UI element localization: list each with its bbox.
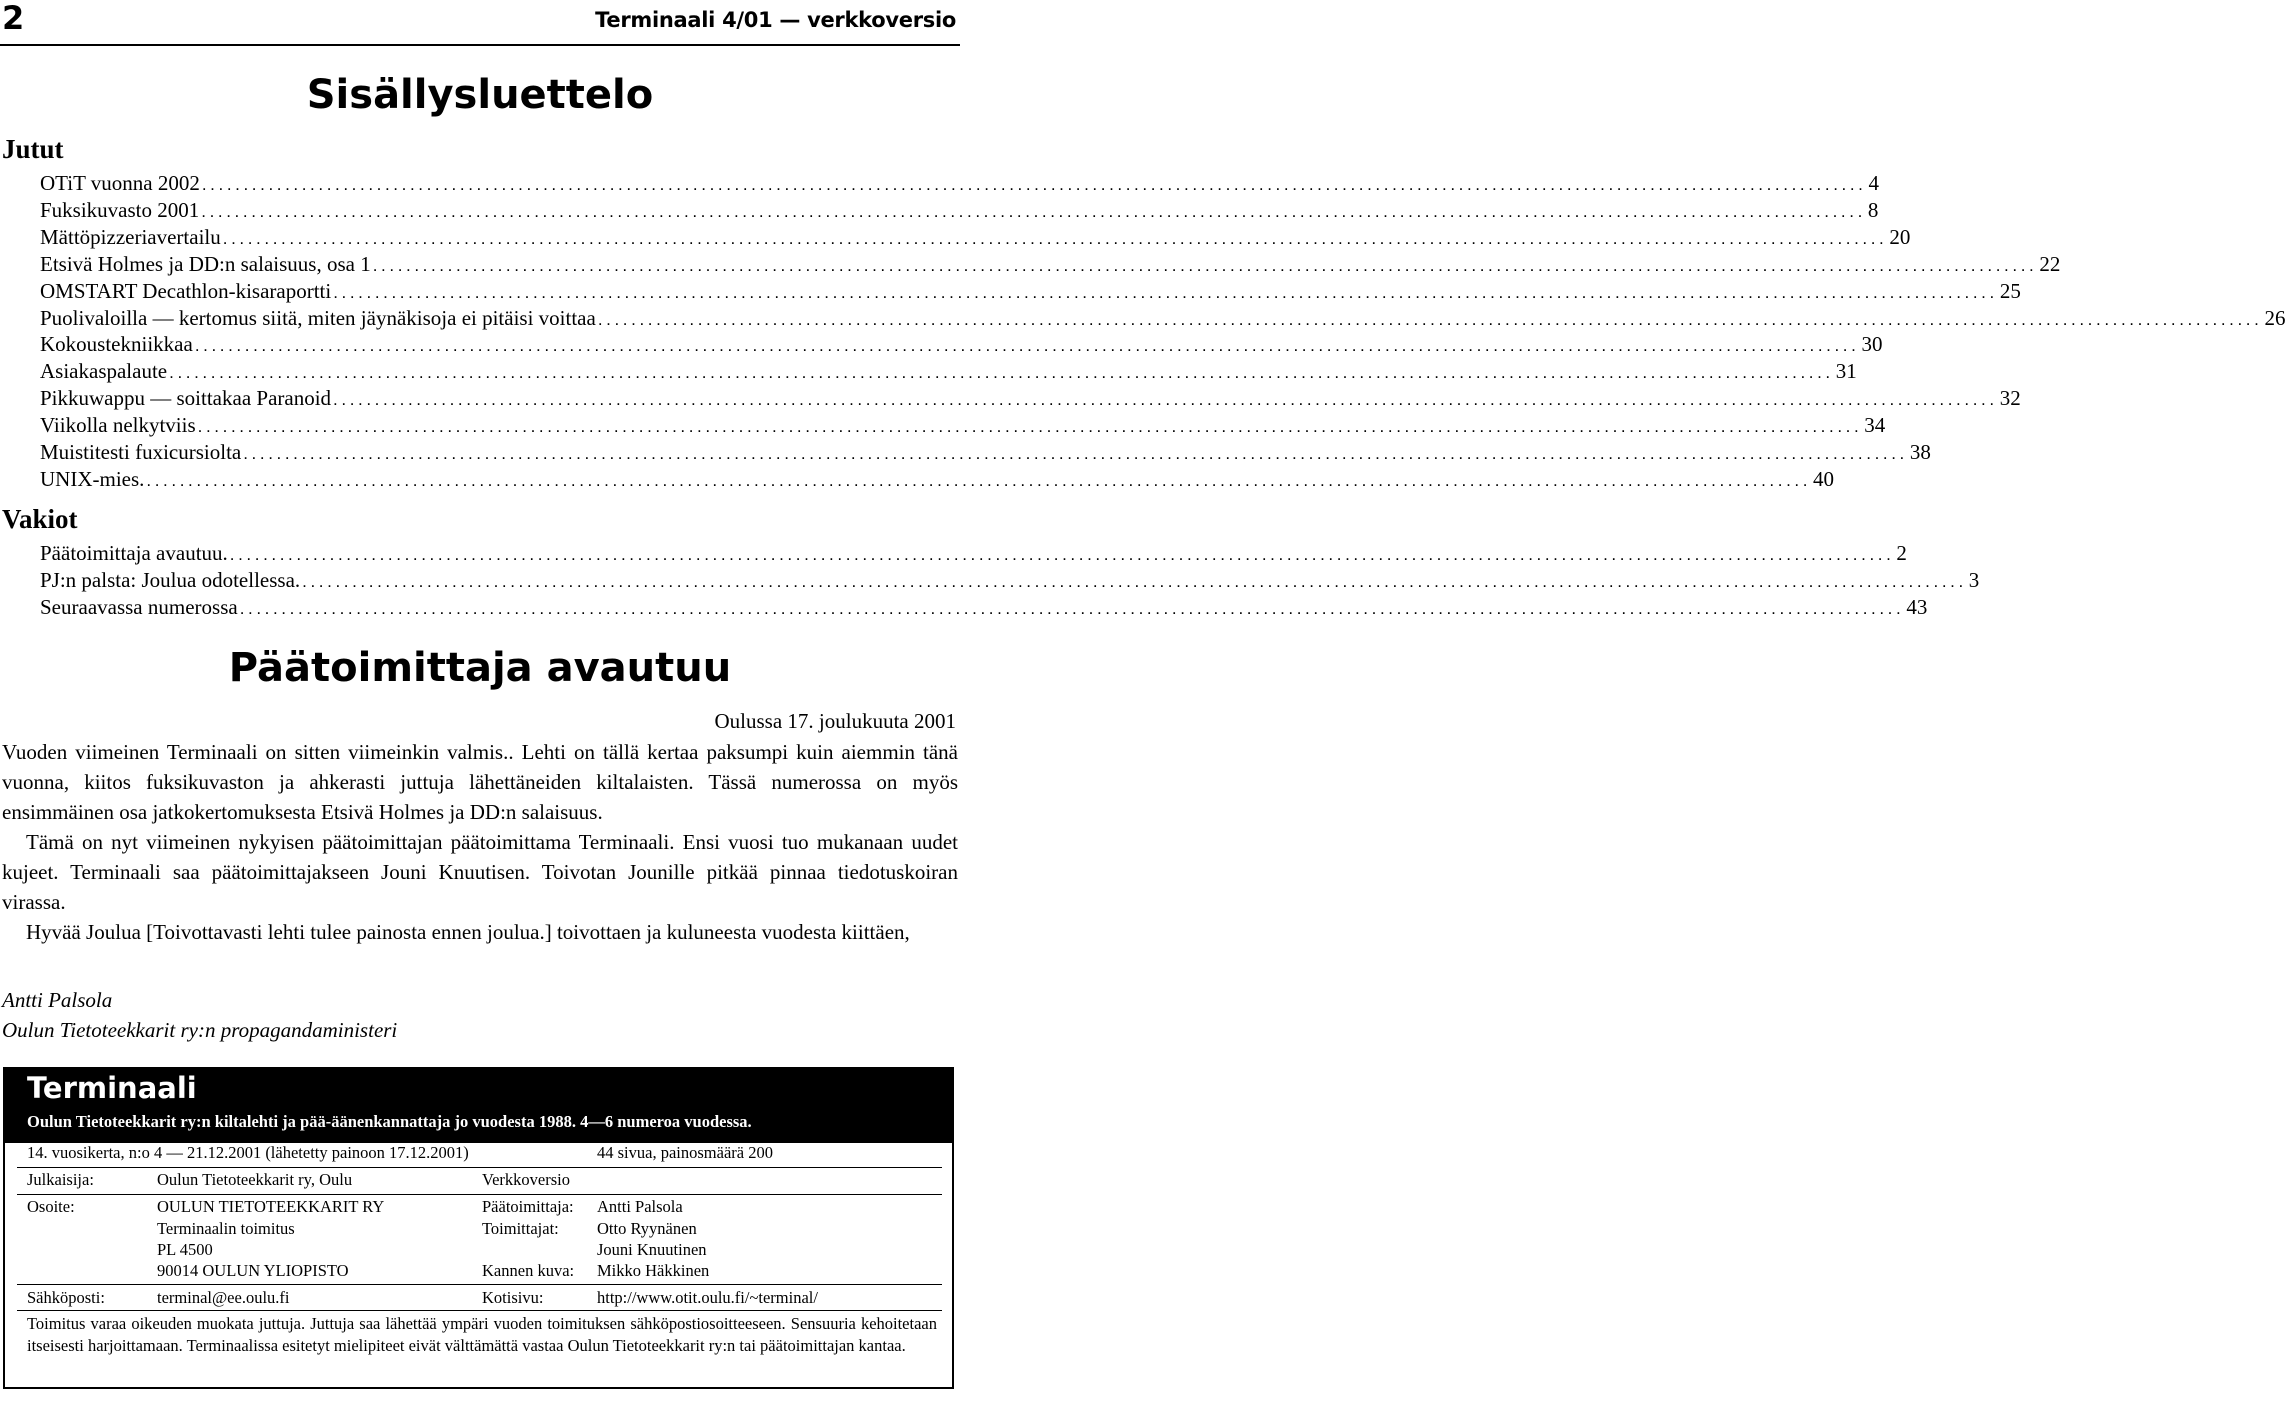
toc-entry <box>40 466 1835 493</box>
editorial-body <box>2 737 958 947</box>
editor-label: Päätoimittaja: <box>482 1197 574 1216</box>
toc-entry-title: Asiakaspalaute <box>40 359 168 384</box>
toc-entry <box>40 170 1879 197</box>
toc-entry-title: Mättöpizzeriavertailu <box>40 224 221 249</box>
toc-entry <box>40 439 1931 466</box>
toc-leader-dots: ........................................................................................................................................................................................................ <box>197 417 1863 437</box>
toc-entry-page: 22 <box>2039 251 2061 276</box>
toc-entry-page: 43 <box>1906 594 1928 619</box>
toc-leader-dots: ........................................................................................................................................................................................................ <box>239 598 1905 618</box>
publisher-label: Julkaisija: <box>27 1170 94 1189</box>
toc-entry-title: Muistitesti fuxicursiolta <box>40 440 242 464</box>
masthead-banner <box>5 1069 952 1143</box>
issue-info: 14. vuosikerta, n:o 4 — 21.12.2001 (lähetetty painoon 17.12.2001) <box>27 1143 469 1162</box>
masthead-footer: Toimitus varaa oikeuden muokata juttuja. Juttuja saa lähettää ympäri vuoden toimituksen sähköpostiosoitteeseen. Sensuuria kehoitetaan itseisesti harjoittamaan. Terminaalissa esitetyt mielipiteet eivät välttämättä vastaa Oulun Tietoteekkarit ry:n tai päätoimittajan kantaa. <box>27 1314 937 1355</box>
toc-entry <box>40 540 1907 567</box>
toc-entry-title: OMSTART Decathlon-kisaraportti <box>40 278 332 303</box>
editor-name: Antti Palsola <box>597 1197 683 1216</box>
address-line: OULUN TIETOTEEKKARIT RY <box>157 1197 385 1216</box>
publisher: Oulun Tietoteekkarit ry, Oulu <box>157 1170 353 1189</box>
toc-entry-page: 25 <box>1999 278 2021 303</box>
masthead-box <box>3 1067 954 1389</box>
editorial-title: Päätoimittaja avautuu <box>228 645 732 691</box>
editorial-paragraph: Tämä on nyt viimeinen nykyisen päätoimittajan päätoimittama Terminaali. Ensi vuosi tuo mukanaan uudet kujeet. Terminaali saa päätoimittajakseen Jouni Knuutisen. Toivotan Jounille pitkää pinnaa tiedotuskoiran virassa. <box>2 830 958 914</box>
toc-entry-title: Pikkuwappu — soittakaa Paranoid <box>40 386 332 411</box>
toc-section-heading: Jutut <box>2 134 64 164</box>
toc-entry <box>40 224 1911 251</box>
toc-section-heading: Vakiot <box>2 504 78 534</box>
cover-artist: Mikko Häkkinen <box>597 1261 710 1280</box>
toc-entry-title: UNIX-mies. <box>40 466 145 491</box>
toc-entry <box>40 358 1857 385</box>
masthead-subtitle: Oulun Tietoteekkarit ry:n kiltalehti ja pää-äänenkannattaja jo vuodesta 1988. 4—6 numeroa vuodessa. <box>27 1112 752 1131</box>
toc-entry-title: Kokoustekniikkaa <box>40 332 193 357</box>
toc-entry <box>40 567 1980 594</box>
toc-leader-dots: ........................................................................................................................................................................................................ <box>201 201 1866 221</box>
editorial-paragraph: Hyvää Joulua [Toivottavasti lehti tulee painosta ennen joulua.] toivottaen ja kuluneesta vuodesta kiittäen, <box>26 920 910 944</box>
signature-title: Oulun Tietoteekkarit ry:n propagandaministeri <box>2 1018 398 1042</box>
toc-entry-page: 38 <box>1909 440 1931 464</box>
staff-label: Toimittajat: <box>482 1219 559 1238</box>
cover-label: Kannen kuva: <box>482 1261 575 1280</box>
toc-entry-page: 32 <box>1999 386 2021 411</box>
staff-name: Jouni Knuutinen <box>597 1240 707 1259</box>
masthead-rule <box>17 1167 942 1168</box>
signature-name: Antti Palsola <box>2 988 113 1012</box>
toc-entry <box>40 331 1883 358</box>
toc-leader-dots: ........................................................................................................................................................................................................ <box>146 470 1812 490</box>
toc-leader-dots: ........................................................................................................................................................................................................ <box>302 571 1967 591</box>
staff-name: Otto Ryynänen <box>597 1219 697 1238</box>
toc-entry <box>40 197 1879 224</box>
editorial-paragraph: Vuoden viimeinen Terminaali on sitten viimeinkin valmis.. Lehti on tällä kertaa paksumpi kuin aiemmin tänä vuonna, kiitos fuksikuvaston ja ahkerasti juttuja lähettäneiden kiltalaisten. Tässä numerossa on myös ensimmäinen osa jatkokertomuksesta Etsivä Holmes ja DD:n salaisuus. <box>2 740 958 824</box>
address-line: PL 4500 <box>157 1240 213 1259</box>
toc-leader-dots: ........................................................................................................................................................................................................ <box>372 255 2038 275</box>
homepage-label: Kotisivu: <box>482 1288 544 1307</box>
toc-leader-dots: ........................................................................................................................................................................................................ <box>333 390 1998 410</box>
toc-leader-dots: ........................................................................................................................................................................................................ <box>243 444 1908 463</box>
address-line: Terminaalin toimitus <box>157 1219 295 1238</box>
email-address: terminal@ee.oulu.fi <box>157 1288 290 1307</box>
address-line: 90014 OULUN YLIOPISTO <box>157 1261 349 1280</box>
toc-entry-page: 26 <box>2264 305 2285 330</box>
page-count: 44 sivua, painosmäärä 200 <box>597 1143 773 1162</box>
toc-entry-page: 4 <box>1868 171 1879 195</box>
masthead-rule <box>17 1310 942 1311</box>
email-label: Sähköposti: <box>27 1288 105 1307</box>
toc-entry-page: 31 <box>1835 359 1857 384</box>
toc-entry-title: Puolivaloilla — kertomus siitä, miten jäynäkisoja ei pitäisi voittaa <box>40 305 596 330</box>
toc-entry <box>40 594 1928 621</box>
header-rule <box>0 44 960 46</box>
masthead-rule <box>17 1194 942 1195</box>
toc-entry-page: 3 <box>1968 567 1980 592</box>
toc-leader-dots: ........................................................................................................................................................................................................ <box>194 336 1860 356</box>
masthead-rule <box>17 1284 942 1285</box>
toc-entry-page: 30 <box>1861 332 1883 357</box>
toc-entry-page: 8 <box>1867 197 1879 222</box>
toc-entry-page: 34 <box>1864 413 1886 438</box>
toc-entry-title: Viikolla nelkytviis <box>40 413 196 438</box>
toc-entry <box>40 412 1886 439</box>
toc-leader-dots: ........................................................................................................................................................................................................ <box>201 175 1867 194</box>
toc-leader-dots: ........................................................................................................................................................................................................ <box>229 545 1895 564</box>
dateline: Oulussa 17. joulukuuta 2001 <box>714 709 956 733</box>
toc-leader-dots: ........................................................................................................................................................................................................ <box>169 363 1834 383</box>
homepage-url: http://www.otit.oulu.fi/~terminal/ <box>597 1288 818 1307</box>
toc-leader-dots: ........................................................................................................................................................................................................ <box>333 282 1998 302</box>
toc-entry-title: Fuksikuvasto 2001 <box>40 197 200 222</box>
toc-entry-title: PJ:n palsta: Joulua odotellessa. <box>40 567 301 592</box>
toc-entry-title: Seuraavassa numerossa <box>40 594 238 619</box>
toc-leader-dots: ........................................................................................................................................................................................................ <box>597 309 2263 329</box>
toc-entry-page: 20 <box>1889 224 1911 249</box>
masthead-name: Terminaali <box>27 1071 197 1105</box>
toc-entry <box>40 251 2061 278</box>
toc-entry-title: Etsivä Holmes ja DD:n salaisuus, osa 1 <box>40 251 371 276</box>
running-title: Terminaali 4/01 — verkkoversio <box>595 8 956 32</box>
toc-entry <box>40 278 2021 305</box>
toc-entry-title: OTiT vuonna 2002 <box>40 171 200 195</box>
address-label: Osoite: <box>27 1197 75 1216</box>
toc-entry-title: Päätoimittaja avautuu. <box>40 541 228 565</box>
toc-title: Sisällysluettelo <box>306 72 654 118</box>
version-label: Verkkoversio <box>482 1170 570 1189</box>
toc-leader-dots: ........................................................................................................................................................................................................ <box>222 228 1888 248</box>
toc-entry <box>40 305 2285 332</box>
toc-entry-page: 40 <box>1813 466 1835 491</box>
toc-entry-page: 2 <box>1896 541 1907 565</box>
page-number: 2 <box>2 0 25 37</box>
toc-entry <box>40 385 2021 412</box>
